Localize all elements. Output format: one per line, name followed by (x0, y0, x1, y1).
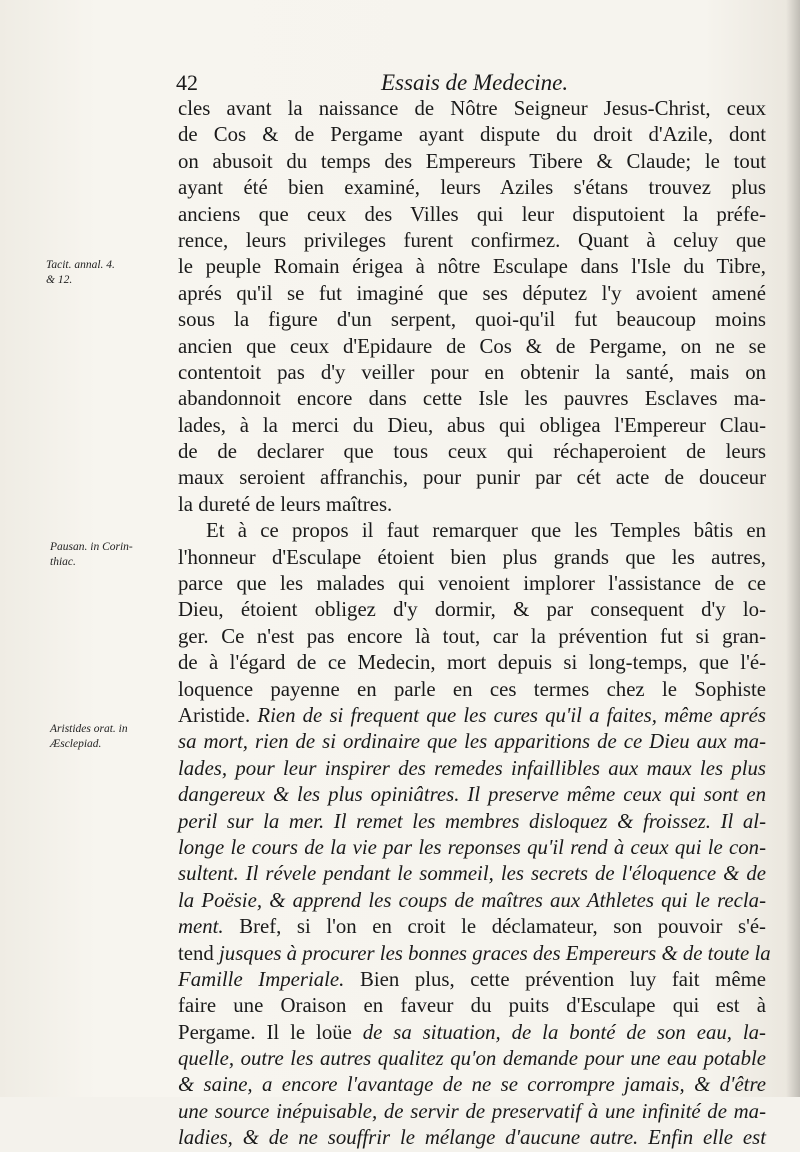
text-segment: Bref, si l'on en croit le déclamateur, son pouvoir s'é- (223, 915, 766, 939)
text-segment: Aristide. (178, 703, 258, 727)
text-segment: l'honneur d'Esculape étoient bien plus grands que les autres, (178, 545, 766, 569)
text-line (178, 122, 766, 148)
text-line (178, 202, 766, 228)
text-segment: cles avant la naissance de Nôtre Seigneur Jesus-Christ, ceux (178, 97, 766, 120)
text-segment: Pergame. Il le loüe (178, 1020, 363, 1044)
text-line (178, 96, 766, 122)
text-segment: Et à ce propos il faut remarquer que les Temples bâtis en (206, 519, 766, 543)
text-line (178, 809, 766, 835)
text-line (178, 492, 766, 518)
text-line (178, 1125, 766, 1151)
italic-quote-segment: sultent. Il révele pendant le sommeil, les secrets de l'éloquence & de (178, 862, 766, 886)
text-segment: maux seroient affranchis, pour punir par cét acte de douceur (178, 466, 766, 490)
margin-note-line: Tacit. annal. 4. (46, 259, 115, 271)
text-line (178, 545, 766, 571)
margin-note-pausanias (50, 540, 133, 570)
text-line (178, 439, 766, 465)
text-line (178, 1099, 766, 1125)
text-line (178, 175, 766, 201)
margin-note-line: & 12. (46, 274, 73, 286)
text-line (178, 756, 766, 782)
italic-quote-segment: quelle, outre les autres qualitez qu'on demande pour une eau potable (178, 1047, 766, 1071)
text-segment: ancien que ceux d'Epidaure de Cos & de Pergame, on ne se (178, 334, 766, 358)
text-segment: faire une Oraison en faveur du puits d'Esculape qui est à (178, 994, 766, 1018)
text-line (178, 703, 766, 729)
text-line (178, 360, 766, 386)
text-line (178, 413, 766, 439)
text-segment: loquence payenne en parle en ces termes chez le Sophiste (178, 677, 766, 701)
text-segment: la dureté de leurs maîtres. (178, 492, 393, 516)
text-segment: rence, leurs privileges furent confirmez. Quant à celuy que (178, 228, 766, 252)
text-line (178, 861, 766, 887)
text-line (178, 941, 771, 967)
text-segment: on abusoit du temps des Empereurs Tibere & Claude; le tout (178, 149, 766, 173)
text-segment: parce que les malades qui venoient implorer l'assistance de ce (178, 572, 766, 596)
text-line (178, 281, 766, 307)
text-line (178, 228, 766, 254)
text-segment: de de declarer que tous ceux qui réchaperoient de leurs (178, 440, 766, 464)
text-line (178, 914, 766, 940)
italic-quote-segment: Rien de si frequent que les cures qu'il a faites, même aprés (257, 703, 766, 727)
text-line (178, 149, 766, 175)
text-line (178, 729, 766, 755)
italic-quote-segment: longe le cours de la vie par les reponses qu'il rend à ceux qui le con- (178, 835, 766, 859)
text-line (178, 518, 766, 544)
text-segment: aprés qu'il se fut imaginé que ses députez l'y avoient amené (178, 281, 766, 305)
text-segment: le peuple Romain érigea à nôtre Esculape dans l'Isle du Tibre, (178, 255, 766, 279)
text-line (178, 782, 766, 808)
margin-note-line: Æsclepiad. (50, 738, 102, 750)
paragraph-1 (178, 96, 766, 518)
text-line (178, 1020, 766, 1046)
text-line (178, 650, 766, 676)
italic-quote-segment: jusques à procurer les bonnes graces des Empereurs & de toute la (219, 941, 771, 965)
text-segment: ger. Ce n'est pas encore là tout, car la prévention fut si gran- (178, 624, 766, 648)
margin-note-line: Aristides orat. in (50, 723, 128, 735)
text-line (178, 307, 766, 333)
italic-quote-segment: Famille Imperiale. (178, 967, 345, 991)
text-segment: anciens que ceux des Villes qui leur disputoient la préfe- (178, 202, 766, 226)
text-segment: tend (178, 941, 220, 965)
text-line (178, 677, 766, 703)
text-segment: abandonnoit encore dans cette Isle les pauvres Esclaves ma- (178, 387, 766, 411)
page-header (176, 70, 776, 98)
text-line (178, 334, 766, 360)
text-line (178, 254, 766, 280)
text-line (178, 571, 766, 597)
text-line (178, 1072, 766, 1098)
italic-quote-segment: lades, pour leur inspirer des remedes infaillibles aux maux les plus (178, 756, 766, 780)
text-segment: contentoit pas d'y veiller pour en obtenir la santé, mais on (178, 360, 766, 384)
margin-note-line: thiac. (50, 556, 76, 568)
italic-quote-segment: ladies, & de ne souffrir le mélange d'aucune autre. Enfin elle est (178, 1126, 766, 1150)
page-number: 42 (176, 70, 198, 95)
text-line (178, 386, 766, 412)
margin-note-line: Pausan. in Corin- (50, 541, 133, 553)
italic-quote-segment: la Poësie, & apprend les coups de maîtres aux Athletes qui le recla- (178, 888, 766, 912)
text-line (178, 1046, 766, 1072)
italic-quote-segment: une source inépuisable, de servir de preservatif à une infinité de ma- (178, 1099, 766, 1123)
text-line (178, 993, 766, 1019)
page-edge-shadow (786, 0, 800, 1097)
text-segment: de Cos & de Pergame ayant dispute du droit d'Azile, dont (178, 123, 766, 147)
body-text (178, 96, 771, 1152)
text-segment: Dieu, étoient obligez d'y dormir, & par consequent d'y lo- (178, 598, 766, 622)
running-title: Essais de Medecine. (381, 70, 569, 95)
italic-quote-segment: ment. (178, 915, 224, 939)
text-segment: Bien plus, cette prévention luy fait même (344, 967, 766, 991)
italic-quote-segment: & saine, a encore l'avantage de ne se corrompre jamais, & d'être (178, 1073, 766, 1097)
text-segment: sous la figure d'un serpent, quoi-qu'il fut beaucoup moins (178, 308, 766, 332)
text-line (178, 835, 766, 861)
margin-note-tacitus (46, 258, 115, 288)
text-line (178, 967, 766, 993)
text-line (178, 465, 766, 491)
text-segment: ayant été bien examiné, leurs Aziles s'étans trouvez plus (178, 176, 766, 200)
text-line (178, 888, 766, 914)
text-line (178, 597, 766, 623)
italic-quote-segment: peril sur la mer. Il remet les membres disloquez & froissez. Il al- (178, 809, 766, 833)
italic-quote-segment: sa mort, rien de si ordinaire que les apparitions de ce Dieu aux ma- (178, 730, 766, 754)
margin-note-aristides (50, 722, 128, 752)
italic-quote-segment: dangereux & les plus opiniâtres. Il preserve même ceux qui sont en (178, 783, 766, 807)
text-line (178, 624, 766, 650)
text-segment: de à l'égard de ce Medecin, mort depuis si long-temps, que l'é- (178, 651, 766, 675)
paragraph-2 (178, 518, 771, 1151)
italic-quote-segment: de sa situation, de la bonté de son eau, la- (362, 1020, 766, 1044)
text-segment: lades, à la merci du Dieu, abus qui obligea l'Empereur Clau- (178, 413, 766, 437)
